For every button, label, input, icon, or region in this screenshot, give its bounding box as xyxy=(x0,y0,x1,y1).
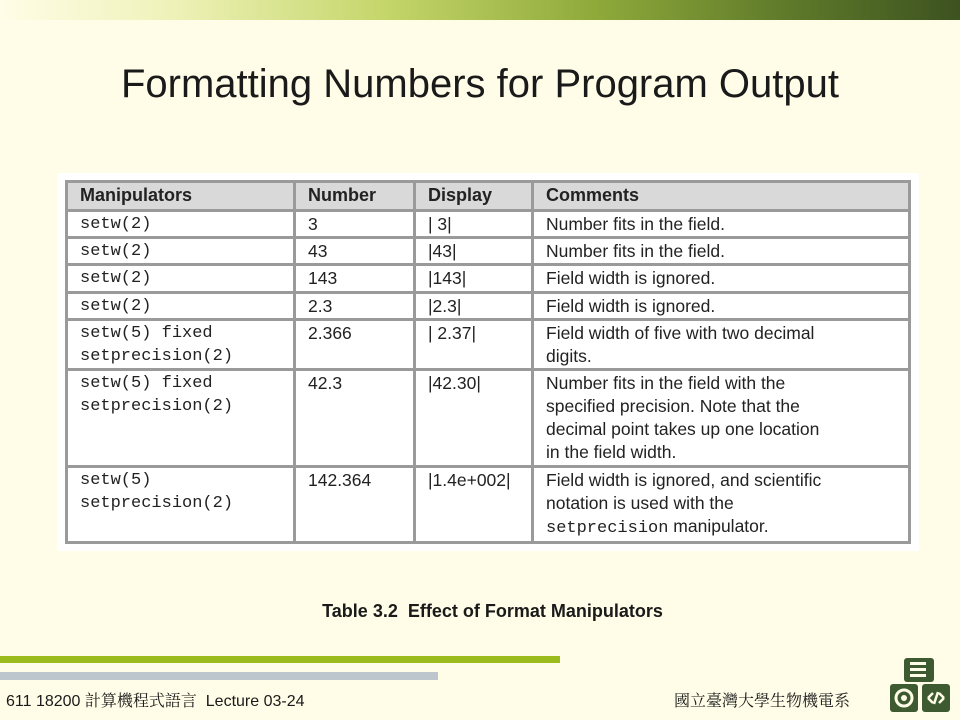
number-cell: 2.366 xyxy=(295,319,415,369)
header-display: Display xyxy=(415,182,533,211)
comment-line xyxy=(546,515,896,540)
comment-line: Number fits in the field. xyxy=(546,214,725,234)
footer-course-label: 611 18200 計算機程式語言 Lecture 03-24 xyxy=(6,693,305,710)
manipulator-cell xyxy=(67,292,295,319)
display-cell: |42.30| xyxy=(415,370,533,467)
table-row xyxy=(67,265,910,292)
table-row xyxy=(67,238,910,265)
comment-line: Field width is ignored. xyxy=(546,295,716,316)
table-row xyxy=(67,319,910,369)
display-cell: |1.4e+002| xyxy=(415,467,533,543)
manipulator-line: setprecision(2) xyxy=(80,346,234,366)
number-cell: 142.364 xyxy=(295,467,415,543)
comment-cell xyxy=(533,238,910,265)
header-manipulators: Manipulators xyxy=(67,182,295,211)
comment-cell xyxy=(533,467,910,543)
display-cell: |143| xyxy=(415,265,533,292)
comment-cell xyxy=(533,319,910,369)
number-cell: 3 xyxy=(295,211,415,238)
comment-line: Number fits in the field. xyxy=(546,241,725,262)
header-number: Number xyxy=(295,182,415,211)
display-cell: |43| xyxy=(415,238,533,265)
format-manipulators-table xyxy=(65,180,911,544)
comment-cell xyxy=(533,370,910,467)
manipulator-line: setw(2) xyxy=(80,296,152,316)
number-cell: 42.3 xyxy=(295,370,415,467)
manipulator-cell xyxy=(67,370,295,467)
table-header-row xyxy=(67,182,910,211)
manipulator-cell xyxy=(67,238,295,265)
header-comments: Comments xyxy=(533,182,910,211)
manipulator-line: setw(2) xyxy=(80,269,152,289)
comment-cell xyxy=(533,265,910,292)
footer-department-label: 國立臺灣大學生物機電系 xyxy=(674,693,851,710)
manipulator-cell xyxy=(67,211,295,238)
number-cell: 143 xyxy=(295,265,415,292)
display-cell: |2.3| xyxy=(415,292,533,319)
comment-line: Field width is ignored. xyxy=(546,268,716,289)
comment-line: Field width is ignored, and scientific xyxy=(546,470,822,491)
comment-tail: manipulator. xyxy=(668,516,769,537)
number-cell: 43 xyxy=(295,238,415,265)
slide-title: Formatting Numbers for Program Output xyxy=(120,62,840,106)
manipulator-cell xyxy=(67,265,295,292)
comment-cell xyxy=(533,211,910,238)
comment-line: specified precision. Note that the xyxy=(546,396,800,417)
comment-line: Field width of five with two decimal xyxy=(546,322,815,343)
manipulator-line: setprecision(2) xyxy=(80,494,234,514)
display-cell: | 2.37| xyxy=(415,319,533,369)
comment-cell xyxy=(533,292,910,319)
manipulator-cell xyxy=(67,467,295,543)
number-cell: 2.3 xyxy=(295,292,415,319)
comment-line: Number fits in the field with the xyxy=(546,373,786,394)
table-row xyxy=(67,292,910,319)
table-row xyxy=(67,370,910,467)
manipulator-line: setw(2) xyxy=(80,242,152,262)
format-table-panel xyxy=(57,173,919,551)
manipulator-cell xyxy=(67,319,295,369)
manipulator-line: setw(5) fixed xyxy=(80,374,213,394)
department-logo-icon xyxy=(888,656,952,716)
comment-line: decimal point takes up one location xyxy=(546,419,820,440)
manipulator-line: setw(2) xyxy=(80,215,152,234)
manipulator-line: setw(5) fixed xyxy=(80,323,213,343)
manipulator-line: setw(5) xyxy=(80,471,152,491)
manipulator-line: setprecision(2) xyxy=(80,397,234,417)
table-caption: Table 3.2 Effect of Format Manipulators xyxy=(322,601,663,621)
comment-code: setprecision xyxy=(546,519,669,539)
top-gradient-band xyxy=(0,0,960,20)
display-cell: | 3| xyxy=(415,211,533,238)
footer-accent-bar-gray xyxy=(0,672,438,680)
table-row xyxy=(67,211,910,238)
comment-line: notation is used with the xyxy=(546,493,734,514)
table-row xyxy=(67,467,910,543)
comment-line: digits. xyxy=(546,345,592,366)
comment-line: in the field width. xyxy=(546,442,677,463)
footer-accent-bar-green xyxy=(0,656,560,663)
